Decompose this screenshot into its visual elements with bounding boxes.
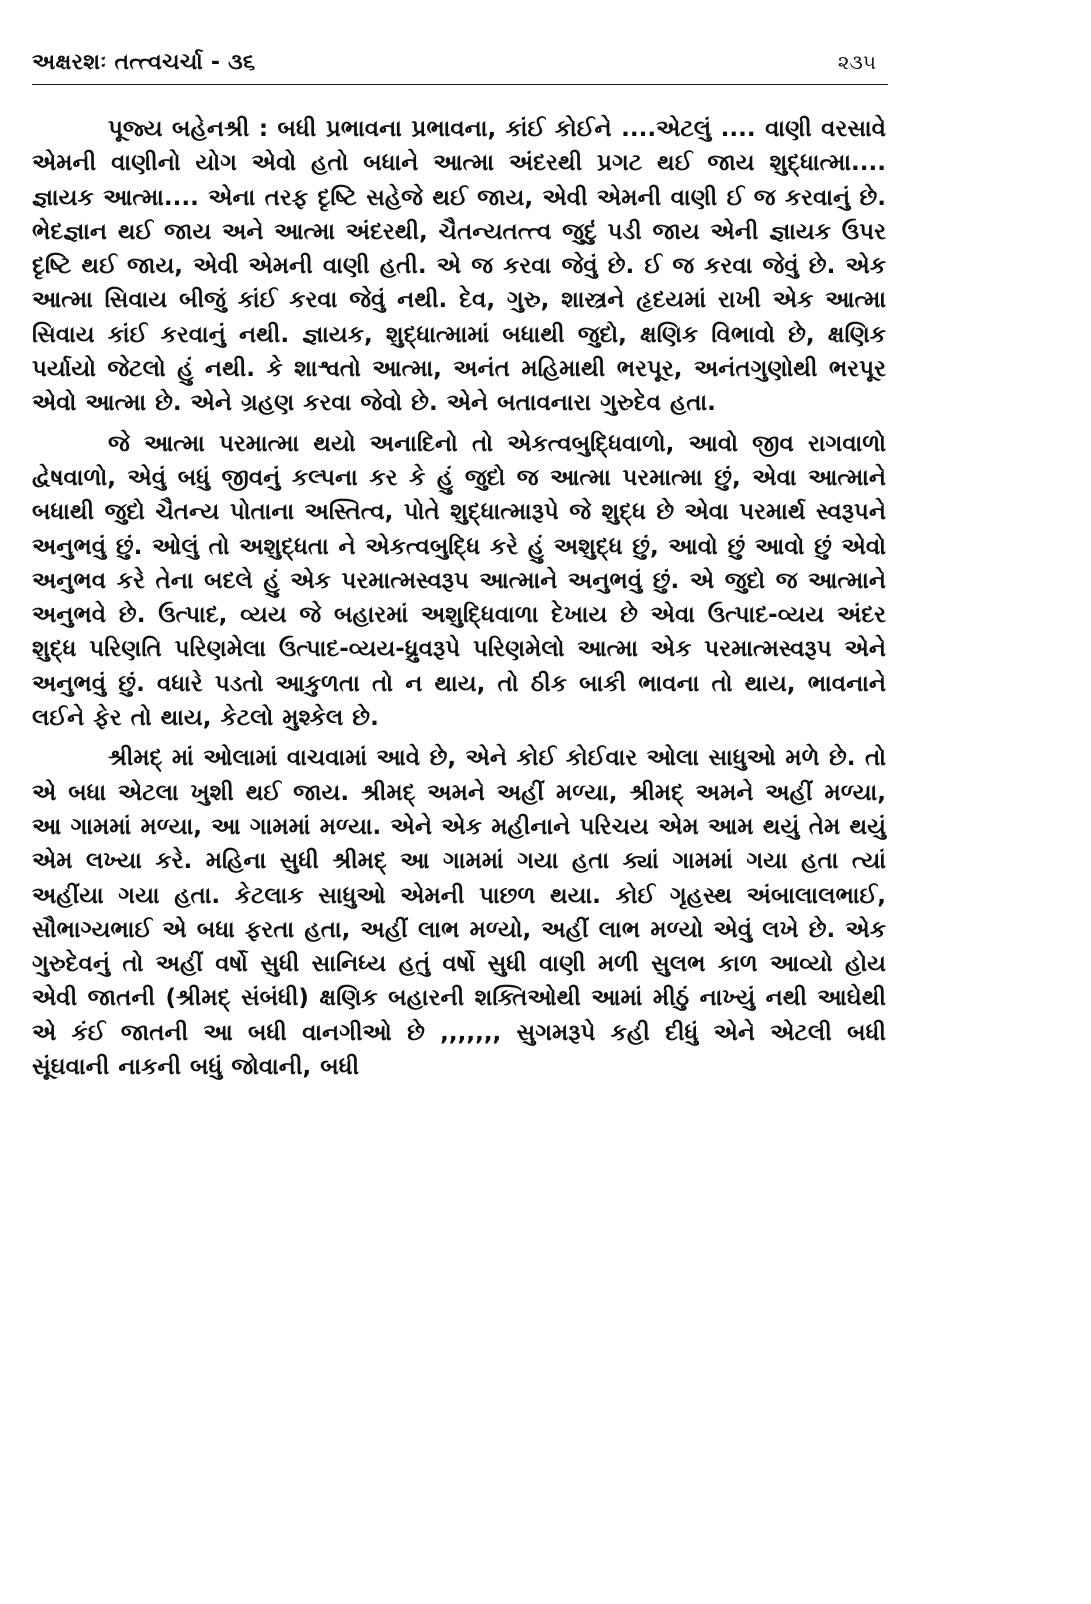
body-text <box>32 112 886 1090</box>
header-rule <box>32 84 888 85</box>
paragraph <box>32 112 886 421</box>
page-header <box>32 50 888 82</box>
paragraph-text: શ્રીમદ્ માં ઓલામાં વાચવામાં આવે છે, એને કોઈ કોઈવાર ઓલા સાધુઓ મળે છે. તો એ બધા એટલા ખુશી થઈ જાય. શ્રીમદ્ અમને અહીં મળ્યા, શ્રીમદ્ અમને અહીં મળ્યા, આ ગામમાં મળ્યા, આ ગામમાં મળ્યા. એને એક મહીનાને પરિચય એમ આમ થયું તેમ થયું એમ લખ્યા કરે. મહિના સુધી શ્રીમદ્ આ ગામમાં ગયા હતા ક્યાં ગામમાં ગયા હતા ત્યાં અહીંયા ગયા હતા. કેટલાક સાધુઓ એમની પાછળ થયા. કોઈ ગૃહસ્થ અંબાલાલભાઈ, સૌભાગ્યભાઈ એ બધા ફરતા હતા, અહીં લાભ મળ્યો, અહીં લાભ મળ્યો એવું લખે છે. એક ગુરુદેવનું તો અહીં વર્ષો સુધી સાનિધ્ય હતું વર્ષો સુધી વાણી મળી સુલભ કાળ આવ્યો હોય એવી જાતની (શ્રીમદ્ સંબંધી) ક્ષણિક બહારની શક્તિઓથી આમાં મીઠું નાખ્યું નથી આઘેથી એ કંઈ જાતની આ બધી વાનગીઓ છે ,,,,,,, સુગમરૂપે કહી દીધું એને એટલી બધી સૂંઘવાની નાકની બધું જોવાની, બધી <box>32 745 886 1081</box>
paragraph-text: બધી પ્રભાવના પ્રભાવના, કાંઈ કોઈને ....એટલું .... વાણી વરસાવે એમની વાણીનો યોગ એવો હતો બધાને આત્મા અંદરથી પ્રગટ થઈ જાય શુદ્ધાત્મા.... જ્ઞાયક આત્મા.... એના તરફ દૃષ્ટિ સહેજે થઈ જાય, એવી એમની વાણી ઈ જ કરવાનું છે. ભેદજ્ઞાન થઈ જાય અને આત્મા અંદરથી, ચૈતન્યતત્ત્વ જુદું પડી જાય એની જ્ઞાયક ઉપર દૃષ્ટિ થઈ જાય, એવી એમની વાણી હતી. એ જ કરવા જેવું છે. ઈ જ કરવા જેવું છે. એક આત્મા સિવાય બીજું કાંઈ કરવા જેવું નથી. દેવ, ગુરુ, શાસ્ત્રને હૃદયમાં રાખી એક આત્મા સિવાય કાંઈ કરવાનું નથી. જ્ઞાયક, શુદ્ધાત્મામાં બધાથી જુદો, ક્ષણિક વિભાવો છે, ક્ષણિક પર્યાયો જેટલો હું નથી. કે શાશ્વતો આત્મા, અનંત મહિમાથી ભરપૂર, અનંતગુણોથી ભરપૂર એવો આત્મા છે. એને ગ્રહણ કરવા જેવો છે. એને બતાવનારા ગુરુદેવ હતા. <box>32 116 886 417</box>
paragraph <box>32 741 886 1084</box>
speaker-label: પૂજ્ય બહેનશ્રી : <box>108 116 269 142</box>
running-title: અક્ષરશઃ તત્ત્વચર્ચા - ૩૬ <box>32 50 256 75</box>
paragraph-text: જે આત્મા પરમાત્મા થયો અનાદિનો તો એકત્વબુદ્ધિવાળો, આવો જીવ રાગવાળો દ્વેષવાળો, એવું બધું જીવનું કલ્પના કર કે હું જુદો જ આત્મા પરમાત્મા છું, એવા આત્માને બધાથી જુદો ચૈતન્ય પોતાના અસ્તિત્વ, પોતે શુદ્ધાત્મારૂપે જે શુદ્ધ છે એવા પરમાર્થ સ્વરૂપને અનુભવું છું. ઓલું તો અશુદ્ધતા ને એકત્વબુદ્ધિ કરે હું અશુદ્ધ છું, આવો છું આવો છું એવો અનુભવ કરે તેના બદલે હું એક પરમાત્મસ્વરૂપ આત્માને અનુભવું છું. એ જુદો જ આત્માને અનુભવે છે. ઉત્પાદ, વ્યય જે બહારમાં અશુદ્ધિવાળા દેખાય છે એવા ઉત્પાદ-વ્યય અંદર શુદ્ધ પરિણતિ પરિણમેલા ઉત્પાદ-વ્યય-ધ્રુવરૂપે પરિણમેલો આત્મા એક પરમાત્મસ્વરૂપ એને અનુભવું છું. વધારે પડતો આકુળતા તો ન થાય, તો ઠીક બાકી ભાવના તો થાય, ભાવનાને લઈને ફેર તો થાય, કેટલો મુશ્કેલ છે. <box>32 430 886 732</box>
paragraph <box>32 427 886 736</box>
page-number: ૨૩૫ <box>837 50 876 74</box>
